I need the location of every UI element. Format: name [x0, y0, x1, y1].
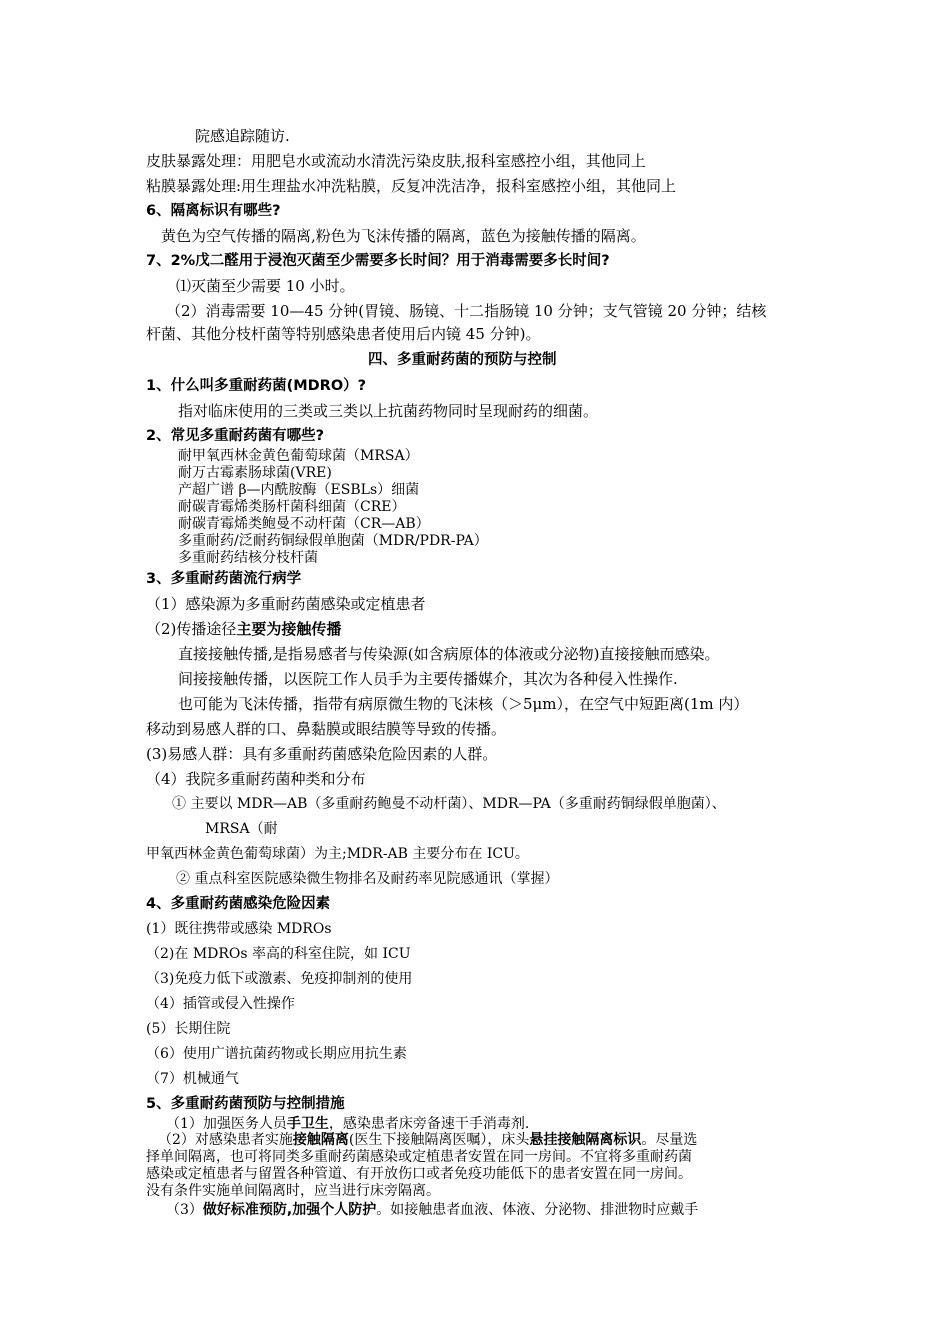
text-line	[166, 1200, 698, 1220]
list-item: 多重耐药结核分枝杆菌	[178, 550, 318, 566]
text-line: ⑴灭菌至少需要 10 小时。	[176, 277, 355, 295]
section-heading: 四、多重耐药菌的预防与控制	[368, 352, 557, 368]
text-line: ② 重点科室医院感染微生物排名及耐药率见院感通讯（掌握）	[176, 871, 559, 887]
list-item: （6）使用广谱抗菌药物或长期应用抗生素	[146, 1046, 407, 1062]
text-line	[146, 619, 341, 639]
text-line: （2）消毒需要 10—45 分钟(胃镜、肠镜、十二指肠镜 10 分钟；支气管镜 20 分钟；结核	[166, 302, 767, 320]
list-item: （3)免疫力低下或激素、免疫抑制剂的使用	[146, 971, 413, 987]
list-item: 耐万古霉素肠球菌(VRE)	[178, 465, 332, 481]
question-heading: 7、2%戊二醛用于浸泡灭菌至少需要多长时间？用于消毒需要多长时间?	[146, 253, 610, 269]
list-item: 耐碳青霉烯类肠杆菌科细菌（CRE）	[178, 499, 406, 515]
text-line: 甲氧西林金黄色葡萄球菌）为主;MDR-AB 主要分布在 ICU。	[146, 846, 529, 862]
text-line: (3)易感人群：具有多重耐药菌感染危险因素的人群。	[146, 745, 498, 763]
text-line	[158, 1132, 697, 1149]
text-line: 粘膜暴露处理:用生理盐水冲洗粘膜，反复冲洗洁净，报科室感控小组，其他同上	[146, 177, 677, 195]
text-line: ① 主要以 MDR—AB（多重耐药鲍曼不动杆菌）、MDR—PA（多重耐药铜绿假单胞菌）、	[172, 796, 726, 812]
question-heading: 4、多重耐药菌感染危险因素	[146, 896, 331, 912]
text-segment: （3）	[166, 1202, 203, 1218]
text-segment: 。如接触患者血液、体液、分泌物、排泄物时应戴手	[376, 1202, 699, 1218]
list-item: （4）插管或侵入性操作	[146, 996, 295, 1012]
text-line: 择单间隔离，也可将同类多重耐药菌感染或定植患者安置在同一房间。不宜将多重耐药菌	[146, 1149, 692, 1165]
list-item: 耐甲氧西林金黄色葡萄球菌（MRSA）	[178, 448, 419, 464]
text-line: MRSA（耐	[205, 821, 278, 837]
text-segment: （2）对感染患者实施	[158, 1132, 293, 1148]
question-heading: 1、什么叫多重耐药菌(MDRO）?	[146, 378, 367, 394]
text-segment: （2)传播途径	[146, 620, 237, 638]
text-line: 皮肤暴露处理：用肥皂水或流动水清洗污染皮肤,报科室感控小组，其他同上	[146, 152, 646, 170]
list-item: （2)在 MDROs 率高的科室住院，如 ICU	[146, 946, 411, 962]
list-item: （7）机械通气	[146, 1071, 239, 1087]
text-segment: ，感染患者床旁备速干手消毒剂.	[328, 1116, 530, 1132]
question-heading: 6、隔离标识有哪些?	[146, 203, 281, 219]
text-line: 也可能为飞沫传播，指带有病原微生物的飞沫核（＞5μm），在空气中短距离(1m 内）	[178, 695, 749, 713]
emphasis: 手卫生	[286, 1116, 329, 1132]
text-line	[166, 1114, 529, 1134]
emphasis: 接触隔离	[292, 1132, 349, 1148]
emphasis: 做好标准预防,加强个人防护	[202, 1202, 377, 1218]
text-line: 直接接触传播,是指易感者与传染源(如含病原体的体液或分泌物)直接接触而感染。	[178, 645, 720, 663]
emphasis: 主要为接触传播	[236, 620, 342, 638]
text-segment: （1）加强医务人员	[166, 1116, 287, 1132]
text-line: 间接接触传播，以医院工作人员手为主要传播媒介，其次为各种侵入性操作.	[178, 670, 678, 688]
text-line: 黄色为空气传播的隔离,粉色为飞沫传播的隔离，蓝色为接触传播的隔离。	[161, 227, 646, 245]
text-line: （1）感染源为多重耐药菌感染或定植患者	[146, 595, 426, 613]
text-line: 移动到易感人群的口、鼻黏膜或眼结膜等导致的传播。	[146, 720, 507, 738]
list-item: 耐碳青霉烯类鲍曼不动杆菌（CR—AB）	[178, 516, 430, 532]
list-item: 产超广谱 β—内酰胺酶（ESBLs）细菌	[178, 482, 420, 498]
question-heading: 5、多重耐药菌预防与控制措施	[146, 1096, 345, 1112]
text-segment: (医生下接触隔离医嘱），床头	[348, 1132, 530, 1148]
list-item: 多重耐药/泛耐药铜绿假单胞菌（MDR/PDR-PA）	[178, 533, 488, 549]
text-line: 指对临床使用的三类或三类以上抗菌药物同时呈现耐药的细菌。	[178, 402, 599, 420]
question-heading: 3、多重耐药菌流行病学	[146, 571, 302, 587]
text-line: 杆菌、其他分枝杆菌等特别感染患者使用后内镜 45 分钟)。	[146, 325, 541, 343]
text-line: 没有条件实施单间隔离时，应当进行床旁隔离。	[146, 1183, 440, 1199]
text-segment: 。尽量选	[641, 1132, 698, 1148]
list-item: (5）长期住院	[146, 1021, 231, 1037]
emphasis: 悬挂接触隔离标识	[529, 1132, 642, 1148]
text-line: 院感追踪随访.	[195, 127, 290, 145]
text-line: 感染或定植患者与留置各种管道、有开放伤口或者免疫功能低下的患者安置在同一房间。	[146, 1166, 692, 1182]
list-item: (1）既往携带或感染 MDROs	[146, 921, 332, 937]
text-line: （4）我院多重耐药菌种类和分布	[146, 770, 366, 788]
question-heading: 2、常见多重耐药菌有哪些?	[146, 428, 324, 444]
